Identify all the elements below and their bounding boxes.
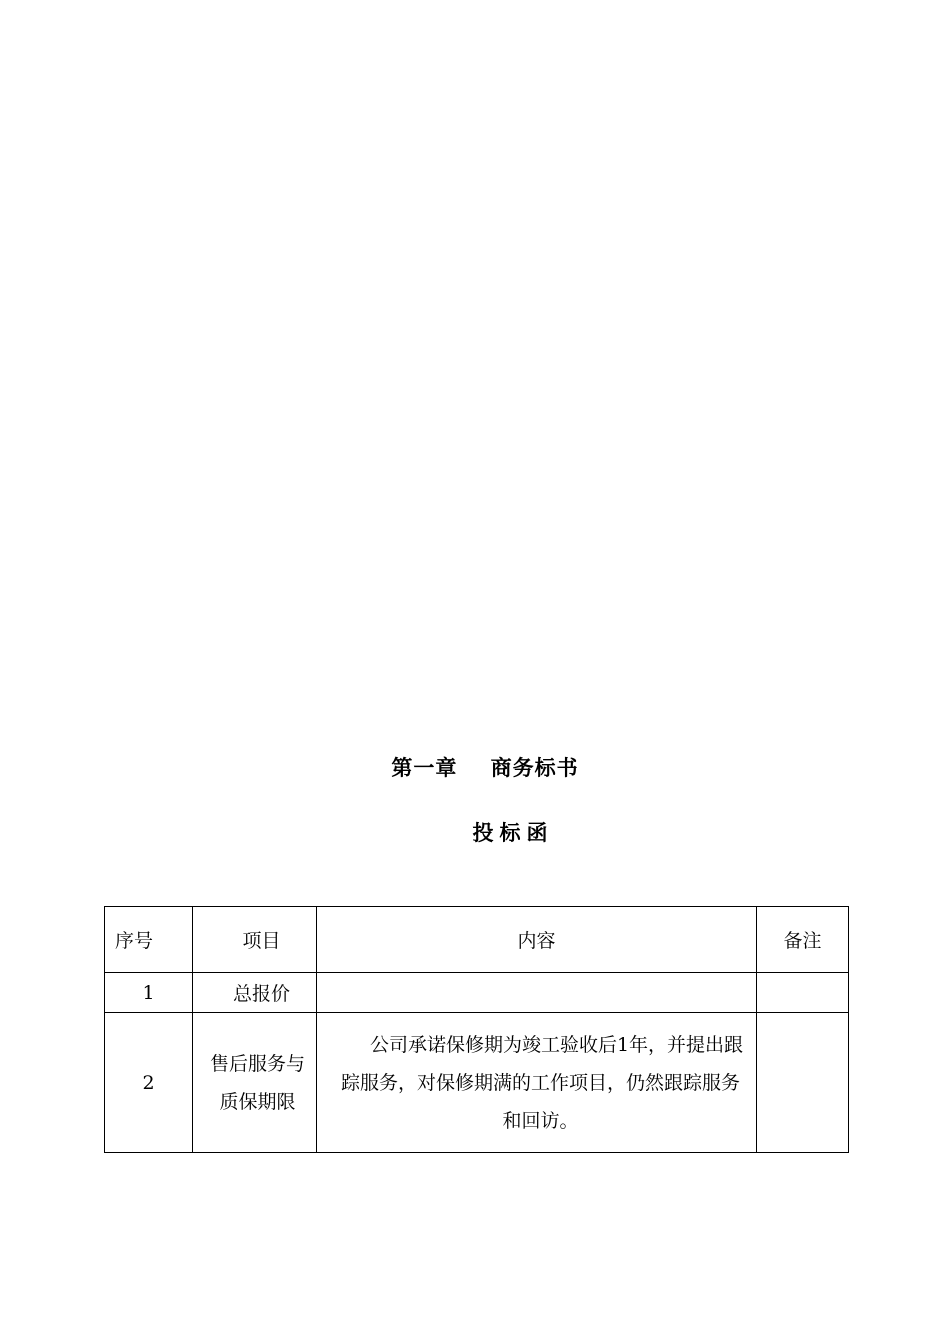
table-row bbox=[105, 973, 849, 1013]
table-header-row bbox=[105, 907, 849, 973]
header-content: 内容 bbox=[317, 907, 757, 973]
row-item: 售后服务与质保期限 bbox=[193, 1013, 317, 1153]
row-remark bbox=[757, 973, 849, 1013]
row-content bbox=[317, 973, 757, 1013]
bid-table bbox=[104, 906, 849, 1153]
chapter-title: 第一章 商务标书 bbox=[391, 756, 579, 780]
row-seq: 2 bbox=[105, 1013, 193, 1153]
row-content-text: 公司承诺保修期为竣工验收后1年，并提出跟踪服务，对保修期满的工作项目，仍然跟踪服务和回访。 bbox=[340, 1033, 744, 1132]
header-item: 项目 bbox=[193, 907, 317, 973]
section-title: 投标函 bbox=[472, 821, 554, 845]
row-remark bbox=[757, 1013, 849, 1153]
row-content bbox=[317, 1013, 757, 1153]
header-seq: 序号 bbox=[105, 907, 193, 973]
header-remark: 备注 bbox=[757, 907, 849, 973]
row-seq: 1 bbox=[105, 973, 193, 1013]
table-row bbox=[105, 1013, 849, 1153]
row-item: 总报价 bbox=[193, 973, 317, 1013]
